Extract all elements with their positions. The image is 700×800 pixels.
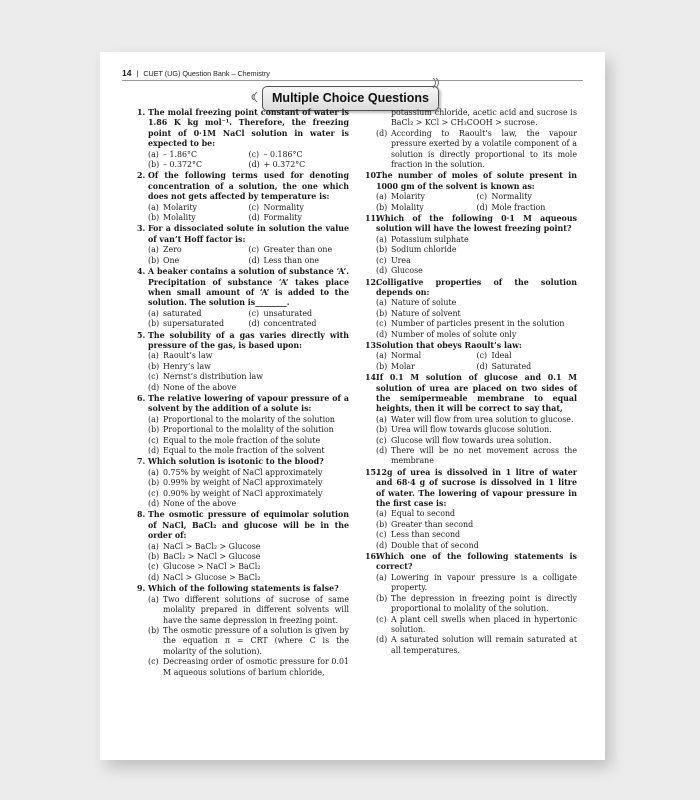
option-item [477,192,578,202]
option-list [148,203,349,224]
option-letter: (d) [248,319,260,329]
option-item [148,383,349,393]
option-item [249,309,350,319]
option-item [376,256,577,266]
option-text: Molality [391,202,424,212]
option-letter: (b) [148,160,160,170]
option-item [148,362,349,372]
section-title: Multiple Choice Questions [272,91,429,105]
option-letter: (a) [376,414,387,424]
option-text: Glucose > NaCl > BaCl₂ [163,562,261,572]
option-text: saturated [163,308,202,318]
option-text: Water will flow from urea solution to glucose. [391,414,574,424]
option-text: unsaturated [263,308,313,318]
option-letter: (a) [148,414,159,424]
option-text: A saturated solution will remain saturated at all temperatures. [391,635,577,655]
option-list [148,245,349,266]
option-text: Equal to second [391,509,456,519]
option-letter: (b) [376,519,388,529]
page-number: 14 [122,68,132,78]
option-letter: (a) [148,202,159,212]
running-header: 14 | CUET (UG) Question Bank – Chemistry [122,68,270,78]
question-number: 15. [365,467,379,477]
option-text: Less than second [391,530,461,540]
option-item [148,372,349,382]
question-number: 9. [137,584,146,594]
option-item [376,330,577,340]
option-text: Decreasing order of osmotic pressure for 0.01 M aqueous solutions of barium chloride, [163,657,349,677]
option-letter: (b) [148,255,160,265]
question-number: 6. [137,393,146,403]
option-letter: (b) [376,361,388,371]
option-letter: (c) [148,488,159,498]
option-text: supersaturated [163,319,224,329]
continued-answer [365,108,577,171]
option-item [376,446,577,467]
option-item [376,192,477,202]
option-text: Molarity [391,192,425,202]
option-item [249,203,350,213]
option-letter: (b) [148,319,160,329]
option-text: Henry’s law [163,361,211,371]
option-letter: (a) [376,509,387,519]
option-text: Molarity [163,202,197,212]
option-text: Molar [391,361,415,371]
option-item [477,203,578,213]
question-text: The molal freezing point constant of water is 1.86 K kg mol⁻¹. Therefore, the freezing point of 0·1M NaCl solution in water is expected to be: [148,108,349,149]
question-item [365,278,577,340]
option-item [249,213,350,223]
option-letter: (b) [148,478,160,488]
option-letter: (d) [248,213,260,223]
option-letter: (a) [148,594,159,604]
option-item [376,351,477,361]
option-text: According to Raoult’s law, the vapour pressure exerted by a volatile component of a solution is directly proportional to its mole fraction in the solution. [391,128,577,170]
option-letter: (c) [148,435,159,445]
option-text: – 0.186°C [263,149,303,159]
question-item [137,108,349,170]
option-item [376,235,577,245]
question-text: The osmotic pressure of equimolar solution of NaCl, BaCl₂ and glucose will be in the order of: [148,510,349,541]
option-text: 0.99% by weight of NaCl approximately [163,478,323,488]
right-column [365,108,577,657]
question-item [137,267,349,329]
option-letter: (b) [148,552,160,562]
question-number: 16. [365,552,379,562]
option-letter: (b) [376,202,388,212]
option-letter: (b) [148,361,160,371]
option-item [148,213,249,223]
option-item [376,509,577,519]
option-letter: (a) [376,234,387,244]
option-text: Ideal [491,351,512,361]
option-item [376,203,477,213]
option-letter: (c) [148,657,159,667]
option-text: One [163,255,180,265]
option-item [148,245,249,255]
question-item [365,552,577,656]
option-letter: (c) [476,351,488,361]
option-text: Normality [491,192,532,202]
option-letter: (d) [476,202,488,212]
question-number: 11. [365,214,379,224]
option-text: Saturated [491,361,532,371]
option-letter: (b) [148,213,160,223]
option-item [148,657,349,678]
option-text: Equal to the mole fraction of the solvent [163,446,325,455]
option-list [376,298,577,340]
question-item [137,457,349,509]
option-list [376,573,577,656]
option-text: Potassium sulphate [391,234,469,244]
option-letter: (a) [148,541,159,551]
option-list [148,351,349,393]
spacer [365,656,577,657]
option-letter: (c) [376,319,387,329]
option-text: Mole fraction [491,202,546,212]
option-letter: (a) [376,298,387,308]
option-item [148,542,349,552]
option-letter: (a) [148,245,159,255]
option-item [376,573,577,594]
question-text: 12g of urea is dissolved in 1 litre of water and 68·4 g of sucrose is dissolved in 1 litre of water. The lowering of vapour pressure in the first case is: [376,467,577,509]
option-letter: (a) [148,351,159,361]
option-text: Nature of solvent [391,308,461,318]
option-letter: (a) [376,351,387,361]
option-list [148,309,349,330]
question-item [137,510,349,583]
question-number: 4. [137,267,146,277]
question-item [365,373,577,467]
option-text: Number of moles of solute only [391,329,517,339]
option-letter: (a) [376,572,387,582]
option-item [249,245,350,255]
option-item [148,160,249,170]
option-letter: (a) [148,308,159,318]
left-column [137,108,349,679]
option-text: NaCl > BaCl₂ > Glucose [163,541,261,551]
option-item [148,319,249,329]
option-item [148,150,249,160]
option-list [148,468,349,510]
option-text: The depression in freezing point is directly proportional to molality of the solution. [391,593,577,614]
question-number: 2. [137,171,146,181]
option-letter: (d) [376,266,388,276]
option-text: – 1.86°C [163,149,198,159]
option-item [249,319,350,329]
option-item [376,362,477,372]
option-item [148,552,349,562]
option-item [148,468,349,478]
option-text: Greater than second [391,519,474,529]
option-text: None of the above [163,499,237,509]
option-item [148,203,249,213]
option-letter: (b) [148,425,160,435]
option-text: Sodium chloride [391,245,457,255]
question-number: 7. [137,457,146,467]
question-text: Which one of the following statements is correct? [376,552,577,572]
option-list [376,192,577,213]
continued-text: potassium chloride, acetic acid and sucrose is BaCl₂ > KCl > CH₃COOH > sucrose. [391,108,577,128]
question-item [137,394,349,456]
option-letter: (b) [376,308,388,318]
option-letter: (c) [248,149,260,159]
option-letter: (c) [376,614,387,624]
question-text: Solution that obeys Raoult’s law: [376,340,522,350]
option-text: Glucose [391,266,423,276]
question-text: For a dissociated solute in solution the value of van’t Hoff factor is: [148,224,349,244]
option-text: Zero [163,245,182,255]
option-text: Glucose will flow towards urea solution. [391,435,552,445]
option-letter: (d) [376,635,388,645]
question-item [365,214,577,276]
option-letter: (c) [248,245,260,255]
option-letter: (c) [376,530,387,540]
option-text: Proportional to the molarity of the solution [163,414,335,424]
option-text: Normal [391,351,422,361]
option-item [148,446,349,456]
option-text: BaCl₂ > NaCl > Glucose [163,552,261,562]
option-item [376,541,577,551]
option-text: + 0.372°C [263,160,306,170]
option-item [148,478,349,488]
option-text: Molality [163,213,196,223]
option-letter: (d) [376,540,388,550]
question-text: Colligative properties of the solution depends on: [376,277,577,297]
option-letter: (d) [376,446,388,455]
option-item [148,489,349,499]
question-text: The number of moles of solute present in 1000 gm of the solvent is known as: [376,171,577,191]
option-item [148,256,249,266]
option-letter: (c) [148,372,159,382]
option-text: 0.90% by weight of NaCl approximately [163,488,323,498]
option-item [376,425,577,435]
option-letter: (c) [376,435,387,445]
question-text: The relative lowering of vapour pressure of a solvent by the addition of a solute is: [148,393,349,414]
option-letter: (c) [476,192,488,202]
option-item [376,594,577,615]
question-text: Which of the following statements is false? [148,584,339,594]
option-item [148,562,349,572]
option-item [376,436,577,446]
option-item [365,129,577,171]
option-item [376,615,577,636]
option-item [148,436,349,446]
option-text: 0.75% by weight of NaCl approximately [163,467,323,477]
question-number: 10. [365,171,379,181]
option-text: None of the above [163,382,237,392]
option-text: Formality [263,213,302,223]
option-letter: (d) [376,128,388,138]
option-text: Proportional to the molality of the solution [163,425,334,435]
option-text: concentrated [263,319,317,329]
question-item [137,224,349,266]
option-list [376,509,577,551]
option-text: A plant cell swells when placed in hypertonic solution. [391,614,577,634]
option-text: Lowering in vapour pressure is a colligate property. [391,572,577,593]
option-letter: (a) [148,467,159,477]
option-text: There will be no net movement across the membrane [391,446,577,466]
question-item [137,584,349,678]
question-text: Which solution is isotonic to the blood? [148,457,324,467]
option-text: Double that of second [391,540,479,550]
header-rule [122,80,583,81]
question-text: Of the following terms used for denoting concentration of a solution, the one which does not gets affected by temperature is: [148,171,349,202]
question-item [137,331,349,393]
question-item [365,171,577,213]
option-letter: (b) [376,425,388,435]
option-item [148,309,249,319]
option-text: Urea [391,255,411,265]
option-list [148,415,349,457]
book-page [100,52,605,760]
question-number: 1. [137,108,146,117]
banner-decoration-icon [432,77,442,89]
option-letter: (a) [148,149,159,159]
option-item [249,150,350,160]
option-item [376,298,577,308]
option-item [376,415,577,425]
option-text: Two different solutions of sucrose of same molality prepared in different solvents will have the same depression in freezing point. [163,594,349,625]
question-number: 12. [365,277,379,287]
question-number: 8. [137,510,146,520]
option-item [477,362,578,372]
option-list [376,235,577,277]
option-item [376,520,577,530]
option-item [477,351,578,361]
option-item [148,499,349,509]
option-text: – 0.372°C [163,160,203,170]
option-letter: (c) [248,308,260,318]
option-letter: (d) [148,446,160,455]
option-text: Raoult’s law [163,351,213,361]
option-letter: (c) [148,562,159,572]
question-item [365,468,577,551]
option-text: Nature of solute [391,298,457,308]
option-letter: (a) [376,192,387,202]
option-item [376,309,577,319]
option-item [148,425,349,435]
spacer [137,678,349,679]
option-letter: (b) [376,245,388,255]
option-item [376,319,577,329]
option-letter: (b) [148,625,160,635]
question-text: Which of the following 0·1 M aqueous solution will have the lowest freezing point? [376,214,577,234]
option-letter: (c) [376,255,387,265]
option-item [376,635,577,656]
option-list [376,415,577,467]
option-item [148,595,349,626]
option-letter: (b) [376,593,388,603]
option-item [148,573,349,583]
option-letter: (d) [476,361,488,371]
banner-decoration-icon [249,91,259,103]
option-list [148,542,349,584]
option-item [376,245,577,255]
option-list [148,150,349,171]
option-letter: (d) [148,572,160,582]
option-list [148,595,349,678]
book-title: CUET (UG) Question Bank – Chemistry [143,69,270,78]
question-text: The solubility of a gas varies directly with pressure of the gas, is based upon: [148,330,349,350]
question-number: 14. [365,373,379,383]
option-text: Equal to the mole fraction of the solute [163,435,321,445]
option-text: Nernst’s distribution law [163,372,263,382]
option-letter: (c) [248,202,260,212]
option-text: Greater than one [263,245,333,255]
option-item [376,266,577,276]
option-letter: (d) [248,255,260,265]
option-letter: (d) [376,329,388,339]
question-number: 3. [137,224,146,234]
option-list [376,351,577,372]
option-item [249,160,350,170]
option-text: NaCl > Glucose > BaCl₂ [163,572,261,582]
option-item [148,415,349,425]
option-letter: (d) [148,382,160,392]
option-letter: (d) [148,499,160,509]
question-text: A beaker contains a solution of substance ‘A’. Precipitation of substance ‘A’ takes place when small amount of ‘A’ is added to the solution. The solution is________. [148,267,349,308]
option-text: The osmotic pressure of a solution is given by the equation π = CRT (where C is the molarity of the solution). [163,625,349,656]
option-text: Less than one [263,255,320,265]
option-text: Normality [263,202,304,212]
question-item [365,341,577,372]
option-item [148,626,349,657]
question-number: 5. [137,330,146,340]
option-text: Number of particles present in the solution [391,319,565,329]
option-item [249,256,350,266]
question-item [137,171,349,223]
option-item [376,530,577,540]
question-text: If 0.1 M solution of glucose and 0.1 M solution of urea are placed on two sides of the semipermeable membrane to equal heights, then it will be correct to say that, [376,373,577,414]
question-number: 13. [365,340,379,350]
option-item [148,351,349,361]
option-letter: (d) [248,160,260,170]
option-text: Urea will flow towards glucose solution. [391,425,552,435]
